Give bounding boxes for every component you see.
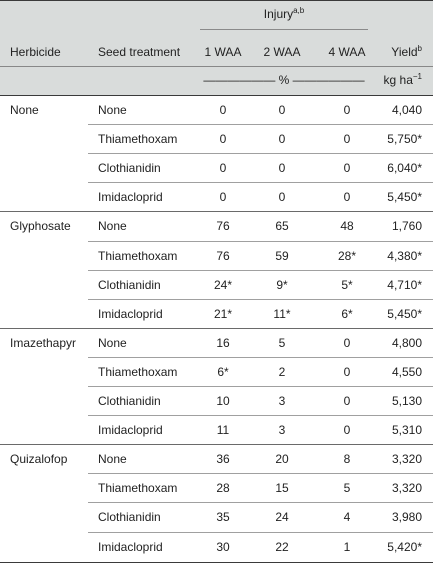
waa2-cell: 24: [275, 510, 289, 525]
injury-group-header: Injury$^{a,b}$: [263, 6, 305, 21]
table-row: [0, 153, 433, 182]
waa4-cell: 0: [343, 190, 351, 205]
waa4-cell: 6*: [341, 306, 353, 321]
yield-cell: 3,980: [391, 510, 422, 525]
header-rule: [0, 66, 433, 67]
waa4-cell: 0: [343, 161, 351, 176]
yield-cell: 4,380*: [387, 248, 422, 263]
waa4-cell: 4: [343, 510, 351, 525]
waa4-cell: 5: [343, 481, 351, 496]
seed-treatment-cell: Thiamethoxam: [98, 248, 178, 263]
waa2-cell: 11*: [273, 306, 291, 321]
yield-cell: 5,750*: [387, 132, 422, 147]
waa1-cell: 10: [216, 394, 230, 408]
waa1-cell: 24*: [213, 277, 233, 292]
waa1-cell: 30: [216, 539, 230, 554]
row-separator: [88, 299, 433, 300]
waa4-cell: 0: [343, 132, 351, 147]
seed-treatment-cell: Clothianidin: [98, 394, 161, 408]
seed-treatment-cell: Imidacloprid: [98, 423, 163, 438]
seed-treatment-cell: Clothianidin: [98, 277, 161, 292]
waa1-cell: 11: [216, 423, 230, 438]
waa2-cell: 22: [275, 539, 289, 554]
table-row: [0, 357, 433, 386]
waa1-cell: 35: [216, 510, 230, 525]
waa4-cell: 0: [343, 103, 351, 117]
seed-treatment-cell: Clothianidin: [98, 161, 161, 176]
waa4-cell: 0: [343, 394, 351, 408]
yield-cell: 5,310: [391, 423, 422, 438]
table-row: [0, 95, 433, 124]
herbicide-cell: Glyphosate: [10, 219, 71, 234]
yield-cell: 4,800: [391, 335, 422, 350]
yield-cell: 4,550: [391, 364, 422, 379]
row-separator: [88, 153, 433, 154]
row-separator: [88, 532, 433, 533]
yield-cell: 5,420*: [387, 539, 422, 554]
seed-treatment-cell: Thiamethoxam: [98, 364, 178, 379]
waa2-cell: 0: [278, 161, 286, 176]
row-separator: [88, 502, 433, 503]
waa1-cell: 36: [216, 452, 230, 467]
waa1-cell: 0: [219, 190, 227, 205]
row-separator: [88, 357, 433, 358]
yield-unit: kg $ha^{-1}$: [383, 72, 422, 87]
seed-treatment-cell: Imidacloprid: [98, 306, 163, 321]
seed-treatment-cell: Imidacloprid: [98, 190, 163, 205]
waa2-cell: 3: [278, 423, 286, 438]
waa1-cell: 6*: [217, 364, 229, 379]
herbicide-header: Herbicide: [10, 45, 61, 59]
waa4-header: 4 WAA: [328, 45, 366, 59]
waa1-cell: 16: [216, 335, 230, 350]
waa2-cell: 2: [278, 364, 286, 379]
row-separator: [88, 241, 433, 242]
table-row: [0, 444, 433, 473]
yield-header: Yield$^b$: [391, 44, 422, 59]
table-row: [0, 532, 433, 561]
row-separator: [0, 444, 433, 445]
table-row: [0, 270, 433, 299]
waa1-cell: 0: [219, 103, 227, 117]
waa1-cell: 0: [219, 132, 227, 147]
waa1-cell: 21*: [213, 306, 233, 321]
waa4-cell: 0: [343, 335, 351, 350]
row-separator: [88, 270, 433, 271]
waa4-cell: 0: [343, 364, 351, 379]
row-separator: [88, 415, 433, 416]
table-row: [0, 328, 433, 357]
waa4-cell: 48: [340, 219, 354, 234]
injury-group-rule: [200, 29, 368, 30]
waa2-cell: 65: [275, 219, 289, 234]
top-rule: [0, 0, 433, 1]
row-separator: [88, 473, 433, 474]
table-row: [0, 386, 433, 415]
yield-cell: 4,710*: [387, 277, 422, 292]
yield-cell: 4,040: [391, 103, 422, 117]
yield-cell: 1,760: [391, 219, 422, 234]
herbicide-cell: Imazethapyr: [10, 335, 77, 350]
yield-cell: 6,040*: [387, 161, 422, 176]
row-separator: [0, 211, 433, 212]
waa4-cell: 8: [343, 452, 351, 467]
seed-treatment-cell: None: [98, 103, 127, 117]
waa2-cell: 0: [278, 132, 286, 147]
waa4-cell: 5*: [341, 277, 353, 292]
waa1-cell: 28: [216, 481, 230, 496]
waa4-cell: 28*: [337, 248, 357, 263]
seed-treatment-cell: None: [98, 335, 127, 350]
table-row: [0, 473, 433, 502]
waa2-cell: 59: [275, 248, 289, 263]
row-separator: [0, 328, 433, 329]
injury-unit: —————— % ——————: [203, 73, 365, 87]
waa4-cell: 0: [343, 423, 351, 438]
waa2-cell: 5: [278, 335, 286, 350]
seed-treatment-cell: None: [98, 219, 127, 234]
table-row: [0, 299, 433, 328]
table-row: [0, 211, 433, 240]
waa1-cell: 0: [219, 161, 227, 176]
table-row: [0, 502, 433, 531]
seed-treatment-cell: Clothianidin: [98, 510, 161, 525]
yield-cell: 3,320: [391, 452, 422, 467]
table-row: [0, 241, 433, 270]
waa1-header: 1 WAA: [204, 45, 242, 59]
waa2-cell: 15: [275, 481, 289, 496]
yield-cell: 5,450*: [387, 306, 422, 321]
row-separator: [88, 386, 433, 387]
seed-treatment-cell: Thiamethoxam: [98, 132, 178, 147]
waa1-cell: 76: [216, 219, 230, 234]
herbicide-cell: None: [10, 103, 39, 117]
waa2-cell: 20: [275, 452, 289, 467]
seed-treatment-cell: Imidacloprid: [98, 539, 163, 554]
table-row: [0, 124, 433, 153]
seed-treatment-cell: Thiamethoxam: [98, 481, 178, 496]
seed-treatment-cell: None: [98, 452, 127, 467]
row-separator: [88, 124, 433, 125]
waa1-cell: 76: [216, 248, 230, 263]
table-row: [0, 182, 433, 211]
yield-cell: 3,320: [391, 481, 422, 496]
herbicide-cell: Quizalofop: [10, 452, 68, 467]
waa2-cell: 3: [278, 394, 286, 408]
table-row: [0, 415, 433, 444]
yield-cell: 5,450*: [387, 190, 422, 205]
waa4-cell: 1: [343, 539, 351, 554]
seed-treatment-header: Seed treatment: [98, 45, 181, 59]
waa2-header: 2 WAA: [263, 45, 301, 59]
waa2-cell: 0: [278, 190, 286, 205]
waa2-cell: 0: [278, 103, 286, 117]
yield-cell: 5,130: [391, 394, 422, 408]
row-separator: [88, 182, 433, 183]
waa2-cell: 9*: [276, 277, 288, 292]
